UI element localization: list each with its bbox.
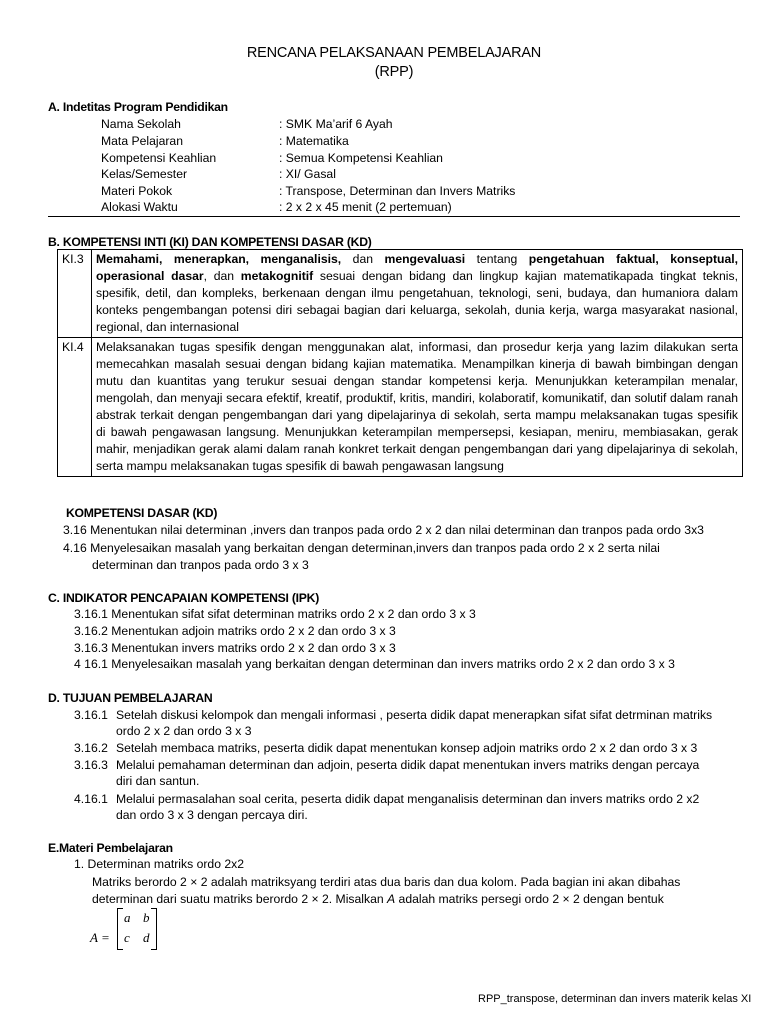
matrix-right-bracket xyxy=(151,908,157,950)
tujuan-num-4: 4.16.1 xyxy=(74,792,108,806)
tujuan-num-3: 3.16.3 xyxy=(74,758,108,772)
tujuan-num-1: 3.16.1 xyxy=(74,708,108,722)
matrix-entry-a: a xyxy=(124,910,131,925)
section-a-heading: A. Indetitas Program Pendidikan xyxy=(48,100,228,114)
section-d-heading: D. TUJUAN PEMBELAJARAN xyxy=(48,691,213,705)
materi-item-1: 1. Determinan matriks ordo 2x2 xyxy=(74,857,245,871)
identity-label: Mata Pelajaran xyxy=(101,134,183,148)
tujuan-item-1-cont: ordo 2 x 2 dan ordo 3 x 3 xyxy=(116,724,252,738)
divider-line xyxy=(48,216,740,217)
matrix-entry-b: b xyxy=(143,910,150,925)
ipk-item-3: 3.16.3 Menentukan invers matriks ordo 2 x 2 dan ordo 3 x 3 xyxy=(74,641,396,655)
ipk-item-2: 3.16.2 Menentukan adjoin matriks ordo 2 x 2 dan ordo 3 x 3 xyxy=(74,624,396,638)
ki3-part-6: , dan xyxy=(203,269,241,283)
identity-label: Alokasi Waktu xyxy=(101,200,178,214)
identity-value: : Matematika xyxy=(279,134,349,148)
materi-paragraph-line-1: Matriks berordo 2 × 2 adalah matriksyang terdiri atas dua baris dan dua kolom. Pada bagian ini akan dibahas xyxy=(92,875,681,889)
matrix-left-bracket xyxy=(117,908,123,950)
identity-value: : Semua Kompetensi Keahlian xyxy=(279,151,443,165)
tujuan-item-3: Melalui pemahaman determinan dan adjoin, peserta didik dapat menentukan invers matriks dengan percaya xyxy=(116,758,700,772)
page-footer: RPP_transpose, determinan dan invers materik kelas XI xyxy=(478,993,752,1005)
matrix-lhs-text: A = xyxy=(90,930,110,945)
identity-label: Kompetensi Keahlian xyxy=(101,151,217,165)
materi-paragraph-line-2 xyxy=(92,891,664,907)
ki3-code: KI.3 xyxy=(58,250,92,338)
ki-table xyxy=(57,249,743,477)
section-b-heading: B. KOMPETENSI INTI (KI) DAN KOMPETENSI DASAR (KD) xyxy=(48,235,372,249)
kd-item-2: 4.16 Menyelesaikan masalah yang berkaitan dengan determinan,invers dan tranpos pada ordo 2 x 2 serta nilai xyxy=(63,541,660,555)
tujuan-item-1: Setelah diskusi kelompok dan mengali informasi , peserta didik dapat menerapkan sifat sifat detrminan matriks xyxy=(116,708,713,722)
tujuan-item-2: Setelah membaca matriks, peserta didik dapat menentukan konsep adjoin matriks ordo 2 x 2 dan ordo 3 x 3 xyxy=(116,741,698,755)
section-e-heading: E.Materi Pembelajaran xyxy=(48,841,173,855)
matrix-variable: A xyxy=(387,892,396,906)
document-subtitle: (RPP) xyxy=(374,64,414,80)
identity-value: : SMK Ma’arif 6 Ayah xyxy=(279,117,393,131)
ipk-item-1: 3.16.1 Menentukan sifat sifat determinan matriks ordo 2 x 2 dan ordo 3 x 3 xyxy=(74,607,476,621)
identity-label: Materi Pokok xyxy=(101,184,173,198)
ki3-part-4: tentang xyxy=(465,252,529,266)
matrix-entry-c: c xyxy=(124,930,130,945)
kd-item-1: 3.16 Menentukan nilai determinan ,invers dan tranpos pada ordo 2 x 2 dan nilai determinan dan tranpos pada ordo 3x3 xyxy=(63,523,704,537)
kd-heading: KOMPETENSI DASAR (KD) xyxy=(66,506,218,520)
ki4-text: Melaksanakan tugas spesifik dengan menggunakan alat, informasi, dan prosedur kerja yang lazim dilakukan serta memecahkan masalah sesuai dengan bidang kajian matematika. Menampilkan kinerja di bawah bimbingan dengan mutu dan kuantitas yang terukur sesuai dengan standar kompetensi kerja. Menunjukkan keterampilan menalar, mengolah, dan menyaji secara efektif, kreatif, produktif, kritis, mandiri, kolaboratif, komunikatif, dan solutif dalam ranah abstrak terkait dengan pengembangan dari yang dipelajarinya di sekolah, serta mampu melaksanakan tugas spesifik di bawah pengawasan langsung. Menunjukkan keterampilan mempersepsi, kesiapan, meniru, membiasakan, gerak mahir, menjadikan gerak alami dalam ranah konkret terkait dengan pengembangan dari yang dipelajarinya di sekolah, serta mampu melaksanakan tugas spesifik di bawah pengawasan langsung xyxy=(92,338,743,477)
tujuan-item-4: Melalui permasalahan soal cerita, peserta didik dapat menganalisis determinan dan invers matriks ordo 2 x2 xyxy=(116,792,700,806)
identity-value: : 2 x 2 x 45 menit (2 pertemuan) xyxy=(279,200,452,214)
kd-item-2-cont: determinan dan tranpos pada ordo 3 x 3 xyxy=(92,558,309,572)
identity-label: Nama Sekolah xyxy=(101,117,181,131)
tujuan-item-3-cont: diri dan santun. xyxy=(116,774,200,788)
matrix-entry-d: d xyxy=(143,930,150,945)
ki3-part-2: dan xyxy=(341,252,385,266)
ki3-bold-7: metakognitif xyxy=(240,269,314,283)
matrix-lhs xyxy=(90,930,110,946)
materi-text: determinan dari suatu matriks berordo 2 × 2. Misalkan xyxy=(92,892,388,906)
materi-text: adalah matriks persegi ordo 2 × 2 dengan bentuk xyxy=(395,892,664,906)
tujuan-item-4-cont: dan ordo 3 x 3 dengan percaya diri. xyxy=(116,808,308,822)
ki3-part-8: sesuai dengan bidang dan lingkup kajian matematikapada tingkat teknis, spesifik, detil, dan kompleks, berkenaan dengan ilmu pengetahuan, teknologi, seni, budaya, dan humaniora dalam konteks pengembangan potensi diri sebagai bagian dari keluarga, sekolah, dunia kerja, warga masyarakat nasional, regional, dan internasional xyxy=(96,269,738,334)
ki4-code: KI.4 xyxy=(58,338,92,477)
ipk-item-4: 4 16.1 Menyelesaikan masalah yang berkaitan dengan determinan dan invers matriks ordo 2 x 2 dan ordo 3 x 3 xyxy=(74,657,675,671)
section-c-heading: C. INDIKATOR PENCAPAIAN KOMPETENSI (IPK) xyxy=(48,591,320,605)
tujuan-num-2: 3.16.2 xyxy=(74,741,108,755)
document-title: RENCANA PELAKSANAAN PEMBELAJARAN xyxy=(246,45,542,61)
identity-value: : Transpose, Determinan dan Invers Matriks xyxy=(279,184,516,198)
identity-value: : XI/ Gasal xyxy=(279,167,336,181)
identity-label: Kelas/Semester xyxy=(101,167,188,181)
table-row xyxy=(58,250,743,338)
table-row xyxy=(58,338,743,477)
ki3-bold-5: pengetahuan faktual, konseptual, operasional dasar xyxy=(96,252,738,283)
ki3-text xyxy=(92,250,743,338)
ki3-bold-3: mengevaluasi xyxy=(384,252,466,266)
ki3-bold-1: Memahami, menerapkan, menganalisis, xyxy=(96,252,342,266)
